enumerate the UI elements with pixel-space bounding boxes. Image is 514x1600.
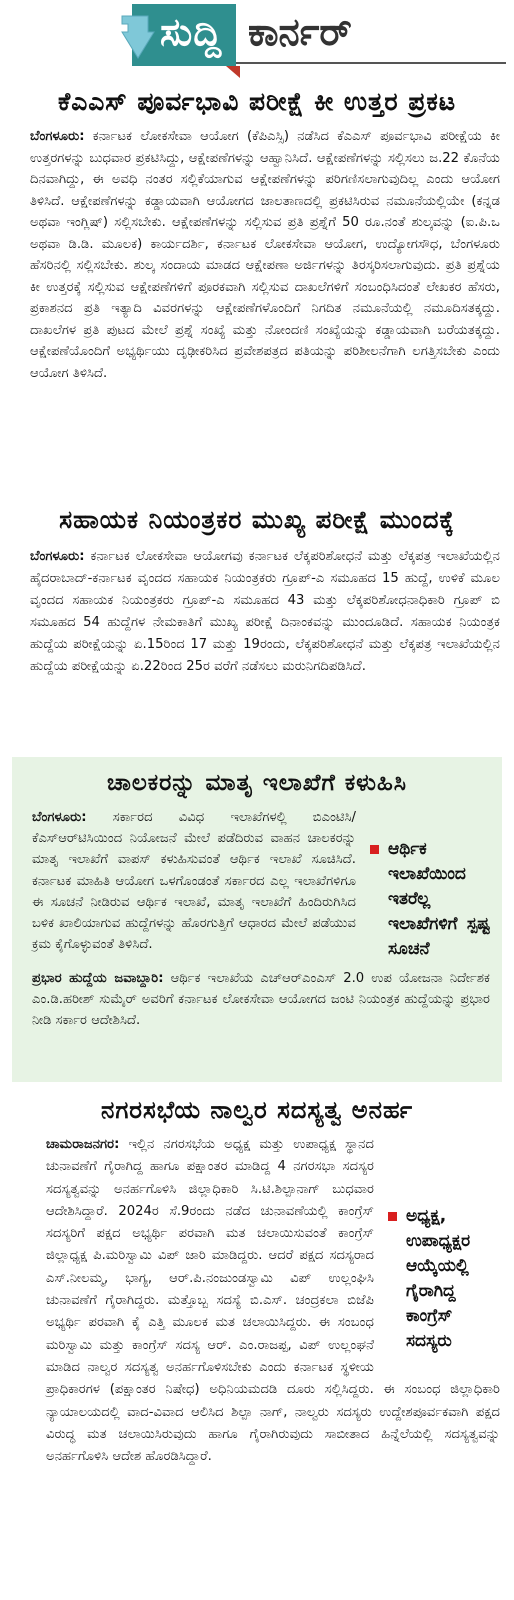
article-assistant-controller-exam	[0, 500, 514, 678]
article-headline: ಚಾಲಕರನ್ನು ಮಾತೃ ಇಲಾಖೆಗೆ ಕಳುಹಿಸಿ	[107, 770, 407, 796]
article-sidebar	[366, 837, 490, 962]
subsection-lead: ಪ್ರಭಾರ ಹುದ್ದೆಯ ಜವಾಬ್ದಾರಿ:	[32, 971, 164, 986]
red-square-bullet-icon	[370, 845, 379, 854]
article-dateline: ಬೆಂಗಳೂರು:	[30, 549, 85, 564]
article-body	[0, 126, 514, 384]
subsection-text: ಆರ್ಥಿಕ ಇಲಾಖೆಯ ಎಚ್ಆರ್‌ಎಂಎಸ್ 2.0 ಉಪ ಯೋಜನಾ ನಿರ್ದೇಶಕ ಎಂ.ಡಿ.ಹರೀಶ್ ಸುಮೈರ್ ಅವರಿಗೆ ಕರ್ನಾಟಕ ಲೋಕಸೇವಾ ಆಯೋಗದ ಜಂಟಿ ನಿಯಂತ್ರಕ ಹುದ್ದೆಯನ್ನು ಪ್ರಭಾರ ನೀಡಿ ಸರ್ಕಾರ ಆದೇಶಿಸಿದೆ.	[32, 971, 490, 1029]
article-sidebar	[384, 1204, 500, 1354]
masthead-accent	[226, 66, 240, 78]
article-body	[0, 546, 514, 678]
brand-word-corner: ಕಾರ್ನರ್	[248, 10, 352, 54]
article-headline: ನಗರಸಭೆಯ ನಾಲ್ವರ ಸದಸ್ಯತ್ವ ಅನರ್ಹ	[100, 1096, 414, 1124]
sidebar-text: ಅಧ್ಯಕ್ಷ, ಉಪಾಧ್ಯಕ್ಷರ ಆಯ್ಕೆಯಲ್ಲಿ ಗೈರಾಗಿದ್ದ ಕಾಂಗ್ರೆಸ್ ಸದಸ್ಯರು	[406, 1206, 471, 1351]
article-dateline: ಚಾಮರಾಜನಗರ:	[46, 1137, 120, 1152]
article-kas-key-answers	[0, 84, 514, 384]
article-headline: ಕೆಎಎಸ್ ಪೂರ್ವಭಾವಿ ಪರೀಕ್ಷೆ ಕೀ ಉತ್ತರ ಪ್ರಕಟ	[57, 87, 457, 116]
article-text: ಸರ್ಕಾರದ ವಿವಿಧ ಇಲಾಖೆಗಳಲ್ಲಿ ಬಿಎಂಟಿಸಿ/ಕೆಎಸ್ಆರ್‌ಟಿಸಿಯಿಂದ ನಿಯೋಜನೆ ಮೇಲೆ ಪಡೆದಿರುವ ವಾಹನ ಚಾಲಕರನ್ನು ಮಾತೃ ಇಲಾಖೆಗೆ ವಾಪಸ್ ಕಳುಹಿಸುವಂತೆ ಆರ್ಥಿಕ ಇಲಾಖೆ ಸೂಚಿಸಿದೆ. ಕರ್ನಾಟಕ ಮಾಹಿತಿ ಆಯೋಗ ಒಳಗೊಂಡಂತೆ ಸರ್ಕಾರದ ಎಲ್ಲ ಇಲಾಖೆಗಳಿಗೂ ಈ ಸೂಚನೆ ನೀಡಿರುವ ಆರ್ಥಿಕ ಇಲಾಖೆ, ಮಾತೃ ಇಲಾಖೆಗೆ ಹಿಂದಿರುಗಿಸಿದ ಬಳಿಕ ಖಾಲಿಯಾಗುವ ಹುದ್ದೆಗಳನ್ನು ಹೊರಗುತ್ತಿಗೆ ಆಧಾರದ ಮೇಲೆ ಪಡೆಯುವ ಕ್ರಮ ಕೈಗೊಳ್ಳುವಂತೆ ತಿಳಿಸಿದೆ.	[32, 810, 356, 953]
article-body	[0, 1134, 514, 1468]
article-body	[12, 807, 502, 1032]
article-text: ಕರ್ನಾಟಕ ಲೋಕಸೇವಾ ಆಯೋಗವು ಕರ್ನಾಟಕ ಲೆಕ್ಕಪರಿಶೋಧನೆ ಮತ್ತು ಲೆಕ್ಕಪತ್ರ ಇಲಾಖೆಯಲ್ಲಿನ ಹೈದರಾಬಾದ್-ಕರ್ನಾಟಕ ವೃಂದದ ಸಹಾಯಕ ನಿಯಂತ್ರಕರು ಗ್ರೂಪ್-ಎ ಸಮೂಹದ 15 ಹುದ್ದೆ, ಉಳಿಕೆ ಮೂಲ ವೃಂದದ ಸಹಾಯಕ ನಿಯಂತ್ರಕರು ಗ್ರೂಪ್-ಎ ಸಮೂಹದ 43 ಮತ್ತು ಲೆಕ್ಕಪರಿಶೋಧನಾಧಿಕಾರಿ ಗ್ರೂಪ್ ಬಿ ಸಮೂಹದ 54 ಹುದ್ದೆಗಳ ನೇಮಕಾತಿಗೆ ಮುಖ್ಯ ಪರೀಕ್ಷೆ ದಿನಾಂಕವನ್ನು ಮುಂದೂಡಿದೆ. ಸಹಾಯಕ ನಿಯಂತ್ರಕ ಹುದ್ದೆಯ ಪರೀಕ್ಷೆಯನ್ನು ಏ.15ರಿಂದ 17 ಮತ್ತು 19ರಂದು, ಲೆಕ್ಕಪರಿಶೋಧನೆ ಮತ್ತು ಲೆಕ್ಕಪತ್ರ ಇಲಾಖೆಯಲ್ಲಿನ ಹುದ್ದೆಯ ಪರೀಕ್ಷೆಯನ್ನು ಏ.22ರಿಂದ 25ರ ವರೆಗೆ ನಡೆಸಲು ಮರುನಿಗದಿಪಡಿಸಿದೆ.	[30, 549, 500, 674]
article-drivers-return	[12, 757, 502, 1082]
masthead-rule	[236, 62, 506, 64]
red-square-bullet-icon	[388, 1212, 397, 1221]
article-council-disqualification	[0, 1090, 514, 1468]
article-dateline: ಬೆಂಗಳೂರು:	[32, 810, 87, 825]
article-subsection	[32, 968, 490, 1032]
article-dateline: ಬೆಂಗಳೂರು:	[30, 129, 85, 144]
masthead	[0, 0, 514, 82]
article-text: ಕರ್ನಾಟಕ ಲೋಕಸೇವಾ ಆಯೋಗ (ಕೆಪಿಎಸ್ಸಿ) ನಡೆಸಿದ ಕೆಎಎಸ್ ಪೂರ್ವಭಾವಿ ಪರೀಕ್ಷೆಯ ಕೀ ಉತ್ತರಗಳನ್ನು ಬುಧವಾರ ಪ್ರಕಟಿಸಿದ್ದು, ಆಕ್ಷೇಪಣೆಗಳನ್ನು ಆಹ್ವಾನಿಸಿದೆ. ಆಕ್ಷೇಪಣೆಗಳನ್ನು ಸಲ್ಲಿಸಲು ಜ.22 ಕೊನೆಯ ದಿನವಾಗಿದ್ದು, ಈ ಅವಧಿ ನಂತರ ಸಲ್ಲಿಕೆಯಾಗುವ ಆಕ್ಷೇಪಣೆಗಳನ್ನು ಪರಿಗಣಿಸಲಾಗುವುದಿಲ್ಲ ಎಂದು ಆಯೋಗ ತಿಳಿಸಿದೆ. ಆಕ್ಷೇಪಣೆಗಳನ್ನು ಕಡ್ಡಾಯವಾಗಿ ಆಯೋಗದ ಜಾಲತಾಣದಲ್ಲಿ ಪ್ರಕಟಿಸಿರುವ ನಮೂನೆಯಲ್ಲಿಯೇ (ಕನ್ನಡ ಅಥವಾ ಇಂಗ್ಲಿಷ್) ಸಲ್ಲಿಸಬೇಕು. ಆಕ್ಷೇಪಣೆಗಳನ್ನು ಸಲ್ಲಿಸುವ ಪ್ರತಿ ಪ್ರಶ್ನೆಗೆ 50 ರೂ.ನಂತೆ ಶುಲ್ಕವನ್ನು (ಐ.ಪಿ.ಒ ಅಥವಾ ಡಿ.ಡಿ. ಮೂಲಕ) ಕಾರ್ಯದರ್ಶಿ, ಕರ್ನಾಟಕ ಲೋಕಸೇವಾ ಆಯೋಗ, ಉದ್ಯೋಗಸೌಧ, ಬೆಂಗಳೂರು ಹೆಸರಿನಲ್ಲಿ ಸಲ್ಲಿಸಬೇಕು. ಶುಲ್ಕ ಸಂದಾಯ ಮಾಡದ ಆಕ್ಷೇಪಣಾ ಅರ್ಜಿಗಳನ್ನು ತಿರಸ್ಕರಿಸಲಾಗುವುದು. ಪ್ರತಿ ಪ್ರಶ್ನೆಯ ಕೀ ಉತ್ತರಕ್ಕೆ ಸಲ್ಲಿಸುವ ಆಕ್ಷೇಪಣೆಗಳಿಗೆ ಪೂರಕವಾಗಿ ಸಲ್ಲಿಸುವ ದಾಖಲೆಗಳಿಗೆ ಸಂಬಂಧಿಸಿದಂತೆ ಲೇಖಕರ ಹೆಸರು, ಪ್ರಕಾಶನದ ಪ್ರತಿ ಇತ್ಯಾದಿ ವಿವರಗಳನ್ನು ಆಕ್ಷೇಪಣೆಗಳೊಂದಿಗೆ ನಿಗದಿತ ನಮೂನೆಯಲ್ಲಿ ನಮೂದಿಸತಕ್ಕದ್ದು. ದಾಖಲೆಗಳ ಪ್ರತಿ ಪುಟದ ಮೇಲೆ ಪ್ರಶ್ನೆ ಸಂಖ್ಯೆ ಮತ್ತು ನೋಂದಣಿ ಸಂಖ್ಯೆಯನ್ನು ಕಡ್ಡಾಯವಾಗಿ ಬರೆಯತಕ್ಕದ್ದು. ಆಕ್ಷೇಪಣೆಯೊಂದಿಗೆ ಅಭ್ಯರ್ಥಿಯು ದೃಢೀಕರಿಸಿದ ಪ್ರವೇಶಪತ್ರದ ಪತಿಯನ್ನು ಪರಿಶೀಲನೆಗಾಗಿ ಲಗತ್ತಿಸಬೇಕು ಎಂದು ಆಯೋಗ ತಿಳಿಸಿದೆ.	[30, 129, 501, 381]
article-headline: ಸಹಾಯಕ ನಿಯಂತ್ರಕರ ಮುಖ್ಯ ಪರೀಕ್ಷೆ ಮುಂದಕ್ಕೆ	[59, 505, 455, 534]
sidebar-text: ಆರ್ಥಿಕ ಇಲಾಖೆಯಿಂದ ಇತರೆಲ್ಲ ಇಲಾಖೆಗಳಿಗೆ ಸ್ಪಷ್ಟ ಸೂಚನೆ	[388, 839, 490, 959]
brand-word-suddi: ಸುದ್ದಿ	[160, 10, 223, 54]
corner-arrow-icon	[118, 14, 158, 60]
article-text: ಇಲ್ಲಿನ ನಗರಸಭೆಯ ಅಧ್ಯಕ್ಷ ಮತ್ತು ಉಪಾಧ್ಯಕ್ಷ ಸ್ಥಾನದ ಚುನಾವಣೆಗೆ ಗೈರಾಗಿದ್ದ ಹಾಗೂ ಪಕ್ಷಾಂತರ ಮಾಡಿದ್ದ 4 ನಗರಸಭಾ ಸದಸ್ಯರ ಸದಸ್ಯತ್ವವನ್ನು ಅನರ್ಹಗೊಳಿಸಿ ಜಿಲ್ಲಾಧಿಕಾರಿ ಸಿ.ಟಿ.ಶಿಲ್ಪಾನಾಗ್ ಬುಧವಾರ ಆದೇಶಿಸಿದ್ದಾರೆ. 2024ರ ಸೆ.9ರಂದು ನಡೆದ ಚುನಾವಣೆಯಲ್ಲಿ ಕಾಂಗ್ರೆಸ್ ಸದಸ್ಯರಿಗೆ ಪಕ್ಷದ ಅಭ್ಯರ್ಥಿ ಪರವಾಗಿ ಮತ ಚಲಾಯಿಸುವಂತೆ ಕಾಂಗ್ರೆಸ್ ಜಿಲ್ಲಾಧ್ಯಕ್ಷ ಪಿ.ಮರಿಸ್ವಾಮಿ ವಿಪ್ ಜಾರಿ ಮಾಡಿದ್ದರು. ಆದರೆ ಪಕ್ಷದ ಸದಸ್ಯರಾದ ಎಸ್.ನೀಲಮ್ಮ, ಭಾಗ್ಯ, ಆರ್.ಪಿ.ನಂಜುಂಡಸ್ವಾಮಿ ವಿಪ್ ಉಲ್ಲಂಘಿಸಿ ಚುನಾವಣೆಗೆ ಗೈರಾಗಿದ್ದರು. ಮತ್ತೊಬ್ಬ ಸದಸ್ಯೆ ಬಿ.ಎಸ್. ಚಂದ್ರಕಲಾ ಬಿಜೆಪಿ ಅಭ್ಯರ್ಥಿ ಪರವಾಗಿ ಕೈ ಎತ್ತಿ ಮೂಲಕ ಮತ ಚಲಾಯಿಸಿದ್ದರು. ಈ ಸಂಬಂಧ ಮರಿಸ್ವಾಮಿ ಮತ್ತು ಕಾಂಗ್ರೆಸ್ ಸದಸ್ಯ ಆರ್. ಎಂ.ರಾಜಪ್ಪ, ವಿಪ್ ಉಲ್ಲಂಘನೆ ಮಾಡಿದ ನಾಲ್ವರ ಸದಸ್ಯತ್ವ ಅನರ್ಹಗೊಳಿಸಬೇಕು ಎಂದು ಕರ್ನಾಟಕ ಸ್ಥಳೀಯ ಪ್ರಾಧಿಕಾರಗಳ (ಪಕ್ಷಾಂತರ ನಿಷೇಧ) ಅಧಿನಿಯಮದಡಿ ದೂರು ಸಲ್ಲಿಸಿದ್ದರು. ಈ ಸಂಬಂಧ ಜಿಲ್ಲಾಧಿಕಾರಿ ನ್ಯಾಯಾಲಯದಲ್ಲಿ ವಾದ-ವಿವಾದ ಆಲಿಸಿದ ಶಿಲ್ಪಾ ನಾಗ್, ನಾಲ್ವರು ಸದಸ್ಯರು ಉದ್ದೇಶಪೂರ್ವಕವಾಗಿ ಪಕ್ಷದ ವಿರುದ್ಧ ಮತ ಚಲಾಯಿಸಿರುವುದು ಹಾಗೂ ಗೈರಾಗಿರುವುದು ಸಾಬೀತಾದ ಹಿನ್ನೆಲೆಯಲ್ಲಿ ಸದಸ್ಯತ್ವವನ್ನು ಅನರ್ಹಗೊಳಿಸಿ ಆದೇಶ ಹೊರಡಿಸಿದ್ದಾರೆ.	[46, 1137, 500, 1465]
